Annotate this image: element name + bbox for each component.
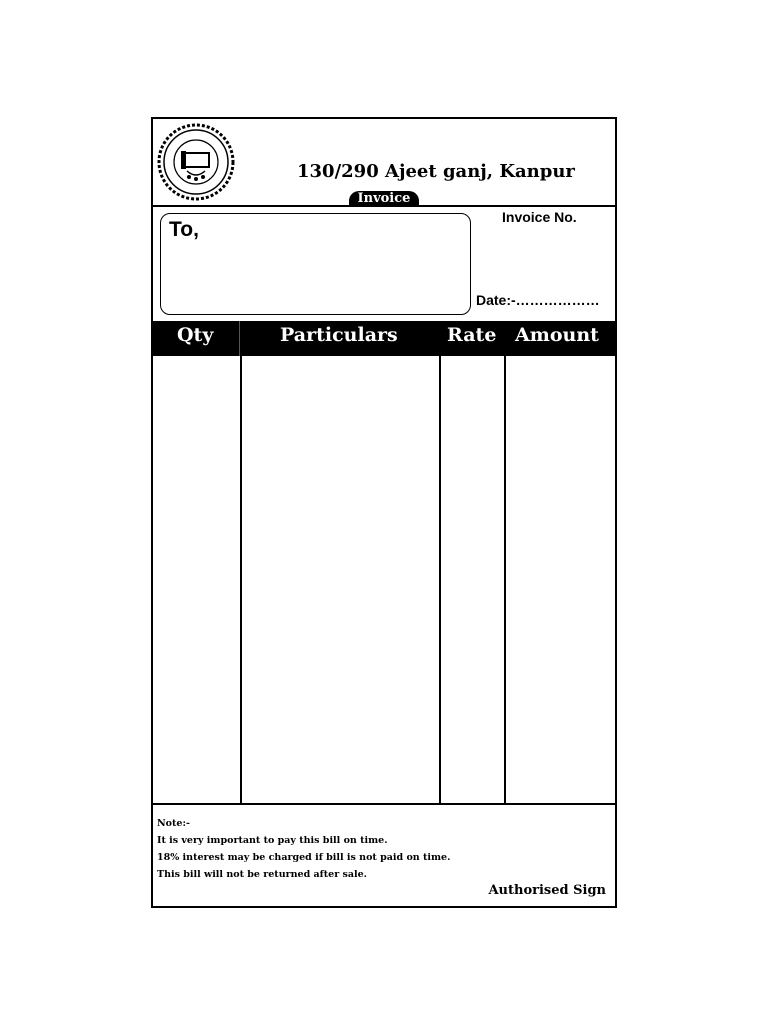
note-line: This bill will not be returned after sale. — [157, 869, 367, 880]
note-line: 18% interest may be charged if bill is not paid on time. — [157, 852, 451, 863]
to-label: To, — [169, 218, 199, 241]
column-divider — [504, 321, 506, 803]
column-divider — [240, 321, 242, 803]
table-bottom-border — [153, 803, 615, 805]
authorised-signature-label: Authorised Sign — [488, 883, 606, 898]
table-header — [153, 321, 615, 356]
invoice-number-label: Invoice No. — [502, 209, 577, 225]
notes-section — [157, 815, 450, 883]
date-label: Date:-……………… — [476, 292, 600, 308]
column-divider — [439, 321, 441, 803]
seal-logo-icon — [157, 123, 235, 201]
column-header-particulars: Particulars — [280, 324, 398, 346]
column-header-amount: Amount — [515, 324, 599, 346]
notes-heading: Note:- — [157, 818, 190, 829]
recipient-box[interactable] — [160, 213, 471, 315]
column-header-qty: Qty — [177, 324, 214, 346]
shop-address: 130/290 Ajeet ganj, Kanpur — [297, 161, 575, 182]
invoice-form — [151, 117, 617, 908]
invoice-badge: Invoice — [349, 191, 419, 207]
note-line: It is very important to pay this bill on time. — [157, 835, 388, 846]
column-header-rate: Rate — [447, 324, 497, 346]
